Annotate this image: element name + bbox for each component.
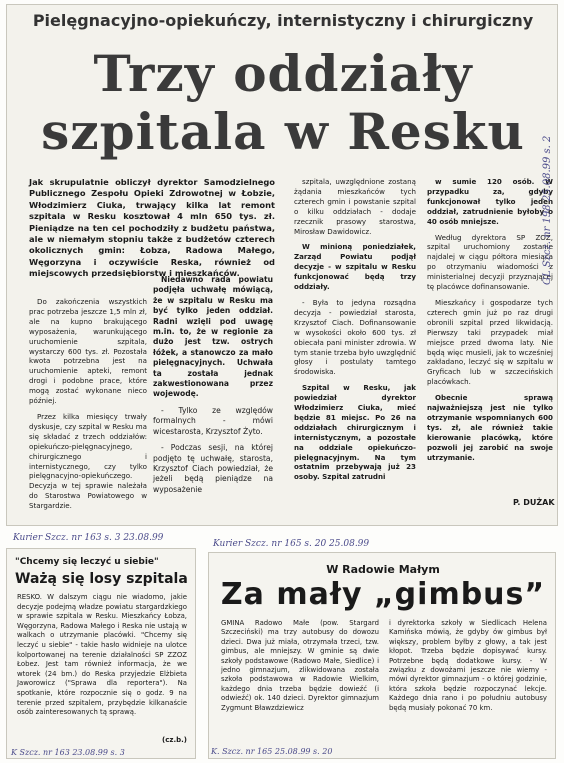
- handwritten-source-note: Kurier Szcz. nr 165 s. 20 25.08.99: [213, 539, 370, 549]
- column-3: [294, 177, 416, 488]
- clipping-headline: Za mały „gimbus”: [220, 577, 546, 612]
- right-clipping: [208, 539, 556, 759]
- col3-paragraph: szpitala, uwzględnione zostaną żądania mieszkańców tych czterech gmin i powstanie szpital o kilku oddziałach - dodaje rzecznik prasowy starostwa, Mirosław Dawidowicz.: [294, 177, 416, 236]
- col3-paragraph: - Była to jedyna rozsądna decyzja - powiedział starosta, Krzysztof Ciach. Dofinansowanie w wysokości około 600 tys. zł obiecała pani minister zdrowia. W tym stanie trzeba było uwzględnić głosy i postulaty tamtego środowiska.: [294, 297, 416, 377]
- article-kicker: Pielęgnacyjno-opiekuńczy, internistyczny i chirurgiczny: [32, 11, 534, 30]
- headline-line-2: szpitala w Resku: [41, 102, 525, 161]
- handwritten-source-note: Kurier Szcz. nr 163 s. 3 23.08.99: [13, 533, 164, 543]
- clipping-kicker: "Chcemy się leczyć u siebie": [15, 557, 159, 567]
- col2-paragraph: - Podczas sesji, na której podjęto tę uchwałę, starosta, Krzysztof Ciach powiedział, że jeżeli będą pieniądze na wyposażenie: [153, 443, 273, 494]
- col3-paragraph: W minioną poniedziałek, Zarząd Powiatu podjął decyzje - w szpitalu w Resku funkcjonować będą trzy oddziały.: [294, 242, 416, 292]
- headline-line-1: Trzy oddziały: [93, 44, 473, 103]
- handwritten-source-note: K Szcz. nr 163 23.08.99 s. 3: [11, 748, 125, 757]
- col4-paragraph: Mieszkańcy i gospodarze tych czterech gmin już po raz drugi obronili szpital przed likwidacją. Pierwszy taki przypadek miał miejsce przed dwoma laty. Nie będą więc musieli, jak to wcześniej zakładano, leczyć się w szpitalu w Gryficach lub w szczecińskich placówkach.: [427, 297, 553, 387]
- col4-paragraph: Obecnie sprawą najważniejszą jest nie tylko otrzymanie wspomnianych 600 tys. zł, ale również takie kierowanie placówką, które pozwoli jej zarobić na swoje utrzymanie.: [427, 393, 553, 462]
- col1-paragraph: Przez kilka miesięcy trwały dyskusje, czy szpital w Resku ma się składać z trzech oddziałów: opiekuńczo-pielęgnacyjnego, chirurgicznego i internistycznego, czy tylko pielęgnacyjno-opiekuńczego. Decyzja w tej sprawie należała do Starostwa Powiatowego w Stargardzie.: [29, 411, 147, 511]
- clipping-headline: Ważą się losy szpitala: [15, 571, 188, 587]
- column-4: [427, 177, 553, 468]
- main-article-clipping: [6, 4, 558, 526]
- clipping-signature: (cz.b.): [162, 736, 187, 744]
- col1-paragraph: Do zakończenia wszystkich prac potrzeba jeszcze 1,5 mln zł, ale na kupno brakującego wyposażenia, warunkującego uruchomienie szpitala, wystarczy 600 tys. zł. Pozostała kwota potrzebna jest na uruchomienie apteki, remont drogi i podobne prace, które mogą zostać wykonane nieco później.: [29, 297, 147, 406]
- col2-bold-paragraph: Niedawno rada powiatu podjęła uchwałę mówiącą, że w szpitalu w Resku ma być tylko jeden oddział. Radni wzięli pod uwagę m.in. to, że w regionie za dużo jest tzw. ostrych łóżek, a stanowczo za mało pielęgnacyjnych. Uchwała ta została jednak zakwestionowana przez wojewodę.: [153, 275, 273, 399]
- column-2: [153, 275, 273, 501]
- handwritten-source-note: K. Szcz. nr 165 25.08.99 s. 20: [211, 747, 333, 756]
- article-author: P. DUŻAK: [513, 498, 555, 507]
- col3-paragraph: Szpital w Resku, jak powiedział dyrektor Włodzimierz Ciuka, mieć będzie 81 miejsc. Po 26 na oddziałach chirurgicznym i internistycznym, a pozostałe na oddziale opiekuńczo-pielęgnacyjnym. Na tym ostatnim przebywają już 23 osoby. Szpital zatrudni: [294, 383, 416, 482]
- left-clipping: [6, 533, 196, 759]
- col4-paragraph: Według dyrektora SP ZOZ, szpital uruchomiony zostanie najdalej w ciągu półtora miesiąca po otrzymaniu wiadomości z ministerialnej decyzji przyznającej tę placówce dofinansowanie.: [427, 232, 553, 292]
- clipping-body: RESKO. W dalszym ciągu nie wiadomo, jakie decyzje podejmą władze powiatu stargardzkiego w sprawie szpitala w Resku. Mieszkańcy Łobza, Węgorzyna, Radowa Małego i Reska nie ustają w walkach o utrzymanie placówki. "Chcemy się leczyć u siebie" - takie hasło widnieje na ulotce kolportowanej na terenie działalności SP ZZOZ Łobez. Jest tam również informacja, że we wtorek (24 bm.) do Reska przyjedzie Elżbieta Jaworowicz ("Sprawa dla reportera"). Na spotkanie, które rozpocznie się o godz. 9 na terenie przed szpitalem, przybędzie kilkanaście osób zainteresowanych tą sprawą.: [17, 593, 187, 717]
- col2-paragraph: - Tylko ze względów formalnych - mówi wicestarosta, Krzysztof Żyto.: [153, 405, 273, 436]
- handwritten-source-note: GL Szcz. nr 198 25.08.99 s. 2: [542, 135, 553, 285]
- article-headline: [7, 45, 559, 161]
- col4-paragraph: w sumie 120 osób. W przypadku za, gdyby funkcjonował tylko jeden oddział, zatrudnienie byłoby o 40 osób mniejsze.: [427, 177, 553, 226]
- article-lead: Jak skrupulatnie obliczył dyrektor Samodzielnego Publicznego Zespołu Opieki Zdrowotnej w Łobzie, Włodzimierz Ciuka, trwający kilka lat remont szpitala w Resku kosztował 4 mln 650 tys. zł. Pieniądze na ten cel pochodziły z budżetu państwa, ale w niemałym stopniu także z budżetów czterech okolicznych gmin: Łobza, Radowa Małego, Węgorzyna i oczywiście Reska, również od miejscowych przedsiębiorstw i mieszkańców.: [29, 177, 275, 279]
- clipping-column-right: i dyrektorka szkoły w Siedlicach Helena Kamińska mówią, że gdyby ów gimbus był większy, problem byłby z głowy, a tak jest kłopot. Trzeba będzie dopisywać kursy. Potrzebne będą dodatkowe kursy. - W związku z dowożami jeszcze nie wiemy - mówi dyrektor gimnazjum - o której godzinie, która szkoła będzie rozpoczynać lekcje. Każdego dnia rano i po południu autobusy będą musiały pokonać 70 km.: [389, 619, 547, 712]
- clipping-kicker: W Radowie Małym: [326, 563, 440, 576]
- clipping-column-left: GMINA Radowo Małe (pow. Stargard Szczeciński) ma trzy autobusy do dowozu dzieci. Dwa już miała, otrzymała trzeci, tzw. gimbus, ale mniejszy. W gminie są dwie szkoły podstawowe (Radowo Małe, Siedlice) i jedno gimnazjum, zlikwidowana została szkoła podstawowa w Radowie Wielkim, każdego dnia trzeba będzie dowieźć (i odwieźć) ok. 140 dzieci. Dyrektor gimnazjum Zygmunt Bławzdziewicz: [221, 619, 379, 712]
- column-1: [29, 297, 147, 517]
